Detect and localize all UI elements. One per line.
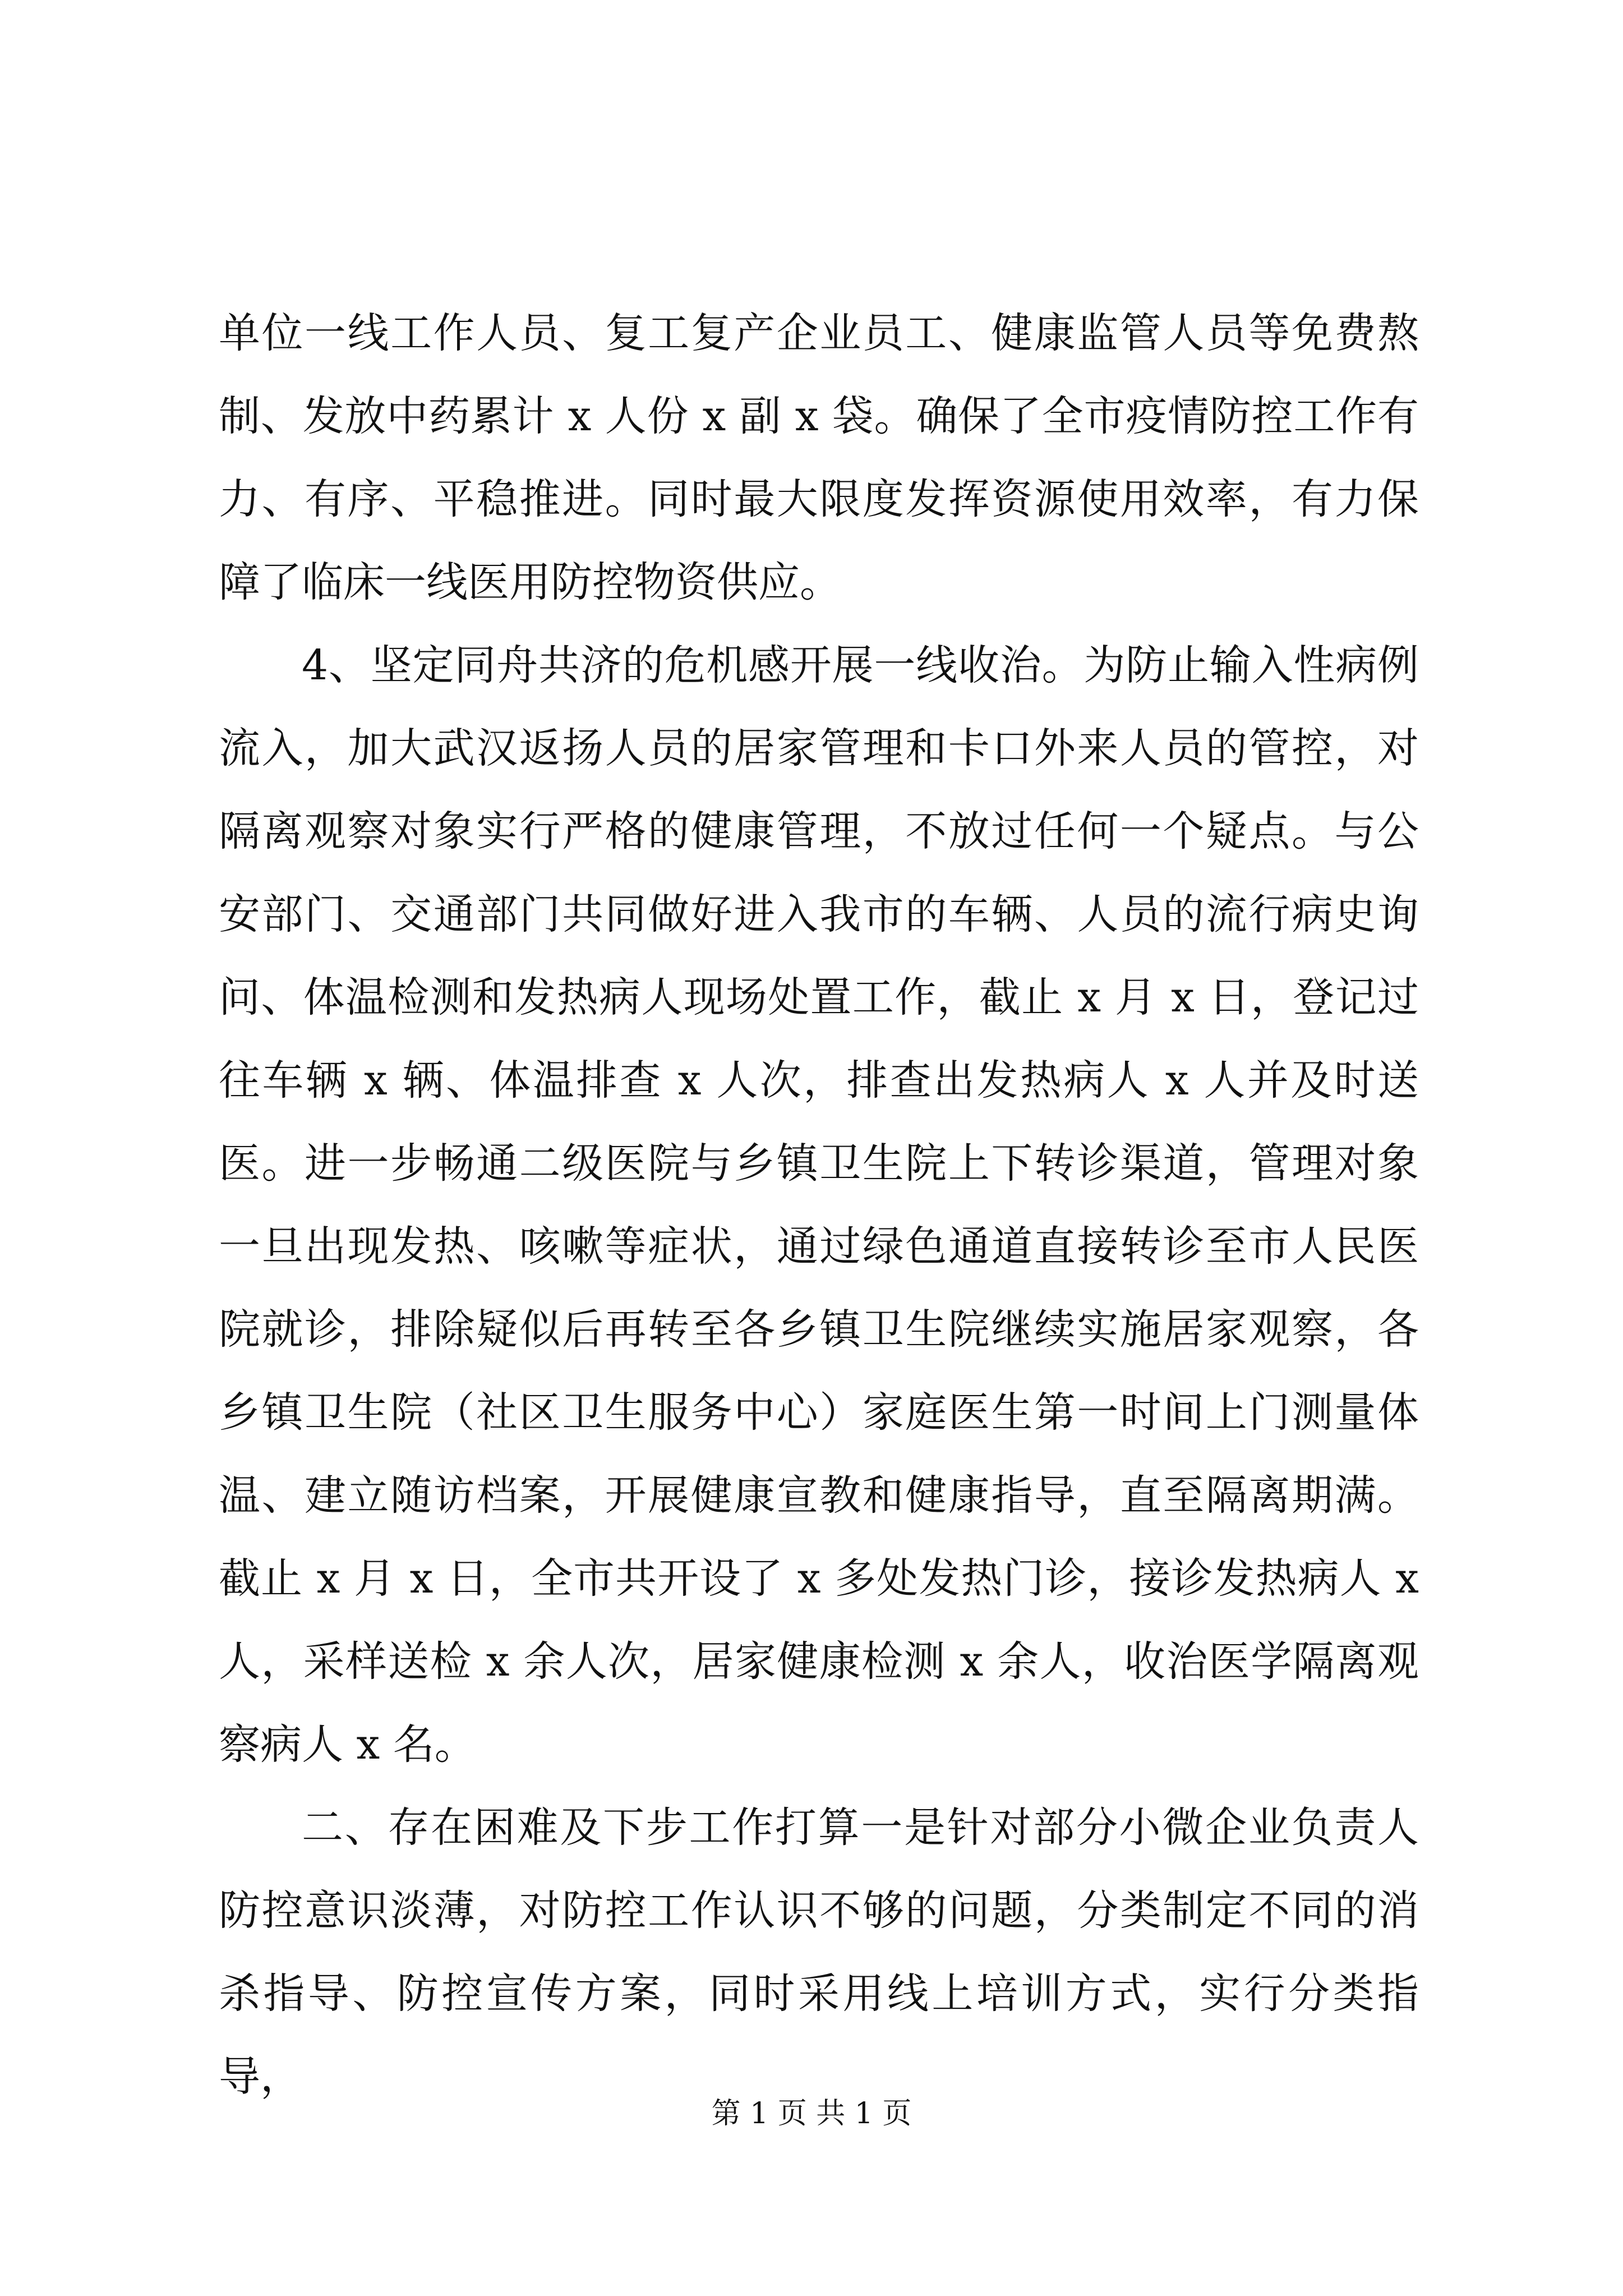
paragraph-section-4: 4、坚定同舟共济的危机感开展一线收治。为防止输入性病例流入，加大武汉返扬人员的居家管理和卡口外来人员的管控，对隔离观察对象实行严格的健康管理，不放过任何一个疑点。与公安部门、交通部门共同做好进入我市的车辆、人员的流行病史询问、体温检测和发热病人现场处置工作，截止 x 月 x 日，登记过往车辆 x 辆、体温排查 x 人次，排查出发热病人 x 人并及时送医。进一步畅通二级医院与乡镇卫生院上下转诊渠道，管理对象一旦出现发热、咳嗽等症状，通过绿色通道直接转诊至市人民医院就诊，排除疑似后再转至各乡镇卫生院继续实施居家观察，各乡镇卫生院（社区卫生服务中心）家庭医生第一时间上门测量体温、建立随访档案，开展健康宣教和健康指导，直至隔离期满。截止 x 月 x 日，全市共开设了 x 多处发热门诊，接诊发热病人 x 人，采样送检 x 余人次，居家健康检测 x 余人，收治医学隔离观察病人 x 名。 (219, 641, 1419, 1769)
paragraph-continuation: 单位一线工作人员、复工复产企业员工、健康监管人员等免费熬制、发放中药累计 x 人份 x 副 x 袋。确保了全市疫情防控工作有力、有序、平稳推进。同时最大限度发挥资源使用效率，有力保障了临床一线医用防控物资供应。 (219, 309, 1419, 606)
paragraph-section-2: 二、存在困难及下步工作打算一是针对部分小微企业负责人防控意识淡薄，对防控工作认识不够的问题，分类制定不同的消杀指导、防控宣传方案，同时采用线上培训方式，实行分类指导， (219, 1803, 1419, 2101)
page-footer: 第 1 页 共 1 页 (711, 2097, 912, 2131)
body-text (219, 292, 1419, 2118)
